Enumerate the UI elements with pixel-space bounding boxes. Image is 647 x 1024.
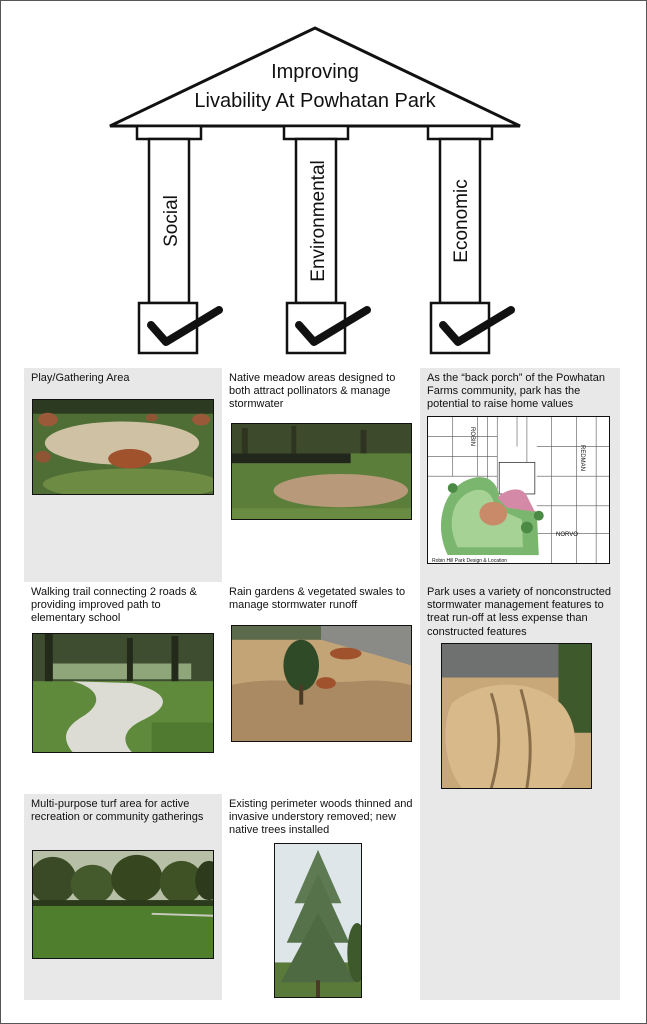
feature-caption: Multi-purpose turf area for active recreation or community gatherings: [31, 798, 204, 824]
feature-grid: [24, 368, 620, 1000]
feature-cell-play-area: [24, 368, 222, 582]
feature-cell-empty: [420, 794, 620, 1000]
pillar-label-environmental: Environmental: [308, 160, 329, 282]
swale-photo: [441, 643, 592, 789]
site-plan-map: [427, 416, 610, 564]
street-label-redman: REDMAN: [579, 445, 585, 472]
roof-title-line1: Improving: [271, 61, 359, 83]
native-tree-photo: [274, 843, 362, 998]
plan-label: Robin Hill Park Design & Location: [432, 555, 507, 564]
feature-caption: Existing perimeter woods thinned and invasive understory removed; new native trees installed: [229, 798, 413, 837]
feature-caption: As the “back porch” of the Powhatan Farms community, park has the potential to raise home values: [427, 372, 605, 411]
feature-cell-walking-trail: [24, 582, 222, 794]
feature-caption: Park uses a variety of nonconstructed stormwater management features to treat run-off at less expense than constructed features: [427, 586, 612, 638]
pillar-social: [137, 126, 219, 353]
play-gathering-area-photo: [32, 399, 214, 495]
rain-garden-photo: [231, 625, 412, 742]
feature-cell-perimeter-woods: [222, 794, 420, 1000]
pillar-environmental: [284, 126, 367, 353]
feature-caption: Rain gardens & vegetated swales to manage stormwater runoff: [229, 586, 406, 612]
feature-caption: Walking trail connecting 2 roads & providing improved path to elementary school: [31, 586, 197, 625]
pillar-label-economic: Economic: [451, 179, 472, 263]
street-label-norvo: NORVO: [556, 532, 578, 538]
feature-caption: Play/Gathering Area: [31, 372, 130, 384]
street-label-robin: ROBIN: [469, 427, 475, 447]
feature-caption: Native meadow areas designed to both attract pollinators & manage stormwater: [229, 372, 396, 411]
feature-cell-home-values: [420, 368, 620, 582]
roof-title-line2: Livability At Powhatan Park: [194, 90, 436, 112]
pillar-label-social: Social: [161, 195, 182, 247]
meadow-photo: [231, 423, 412, 520]
feature-cell-stormwater-swale: [420, 582, 620, 794]
livability-temple-diagram: [0, 0, 647, 362]
feature-cell-turf-area: [24, 794, 222, 1000]
pillar-economic: [428, 126, 511, 353]
feature-cell-rain-garden: [222, 582, 420, 794]
turf-area-photo: [32, 850, 214, 959]
feature-cell-meadow: [222, 368, 420, 582]
walking-trail-photo: [32, 633, 214, 753]
